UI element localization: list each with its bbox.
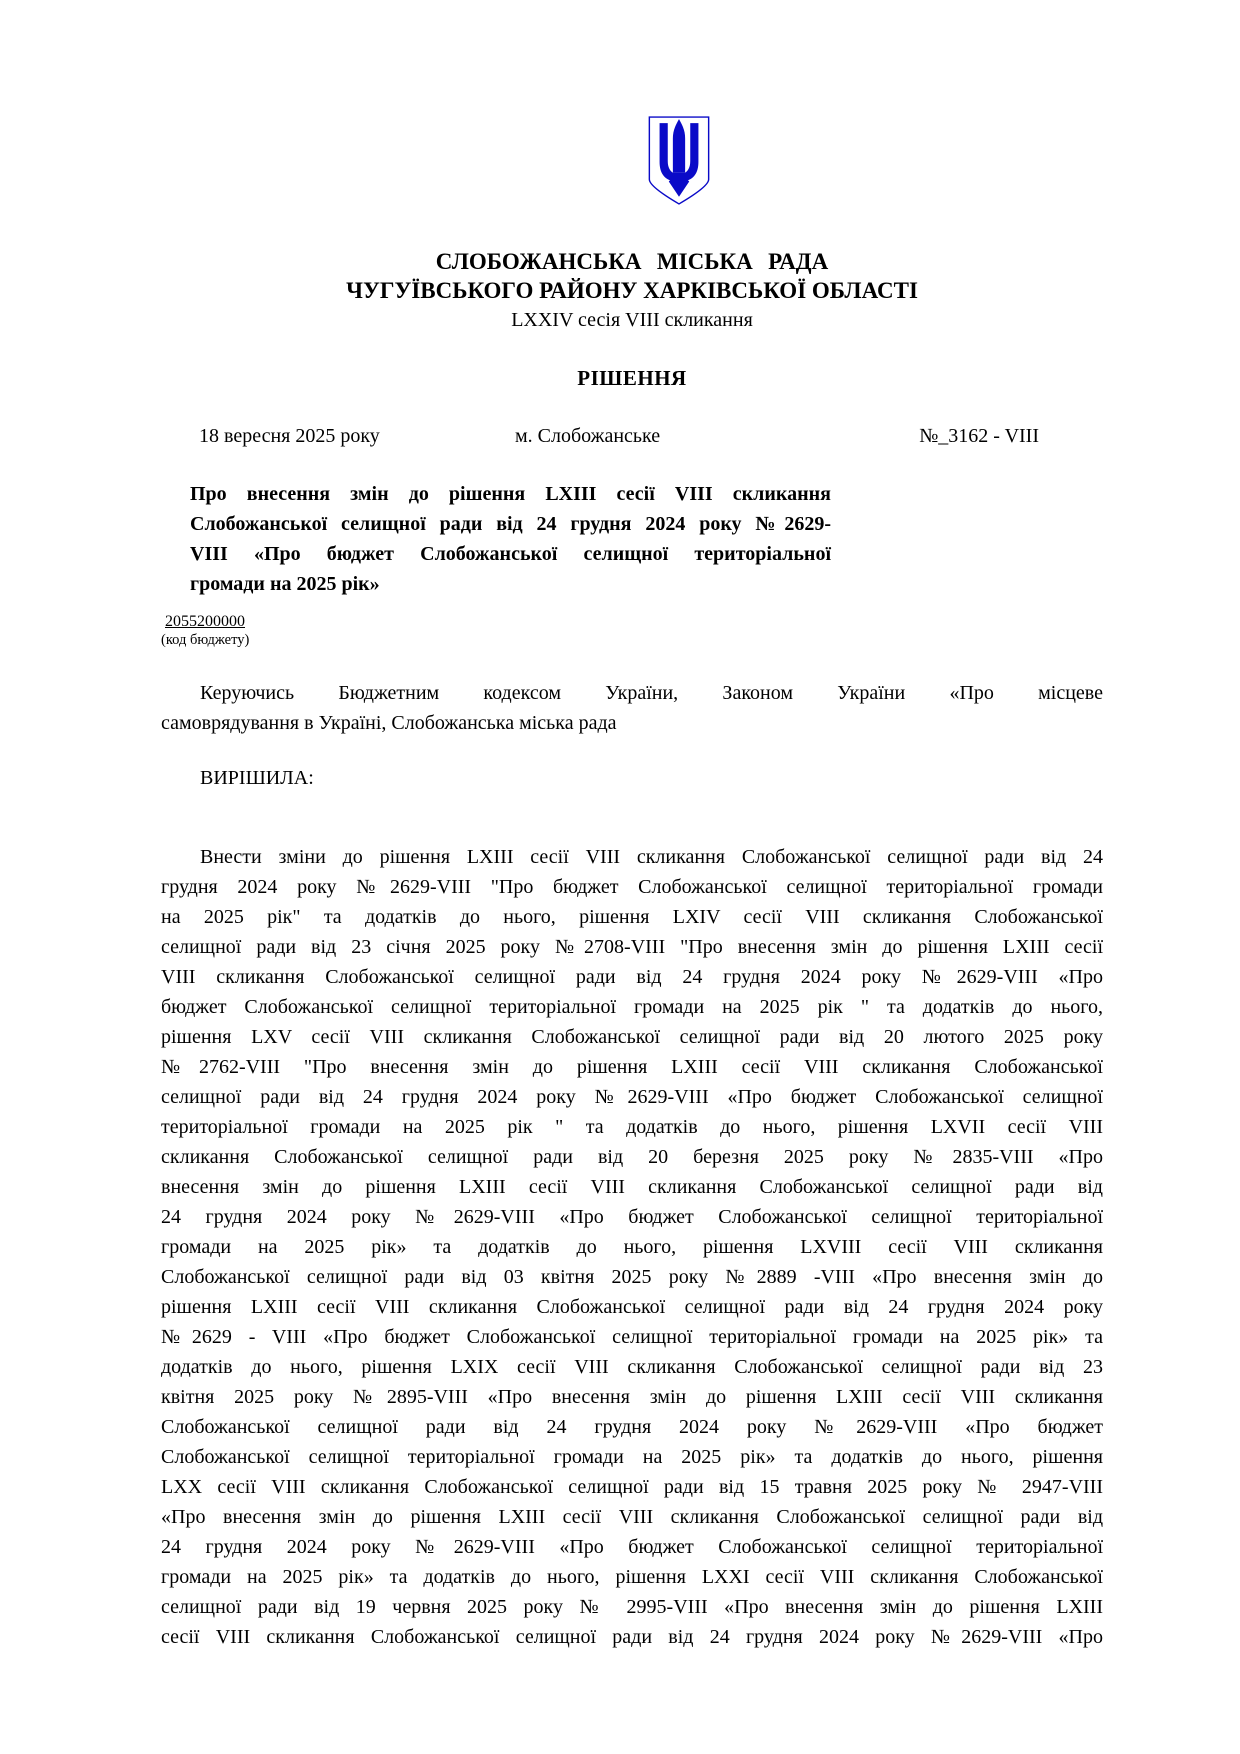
text-line: VIII скликання Слобожанської селищної ради від 24 грудня 2024 року №2629-VIII «Про [161, 966, 1103, 988]
text-line: Про внесення змін до рішення LXIII сесії VIII скликання [190, 483, 831, 505]
text-line: громади на 2025 рік» та додатків до нього, рішення LXVIII сесії VIII скликання [161, 1236, 1103, 1258]
text-line: селищної ради від 23 січня 2025 року №2708-VIII "Про внесення змін до рішення LXIII сесії [161, 936, 1103, 958]
text-line: селищної ради від 19 червня 2025 року № 2995-VIII «Про внесення змін до рішення LXIII [161, 1596, 1103, 1618]
text-line: Керуючись Бюджетним кодексом України, Законом України «Про місцеве [200, 682, 1103, 704]
budget-code-label: (код бюджету) [161, 632, 250, 648]
document-type-title: РІШЕННЯ [577, 366, 687, 390]
preamble-paragraph [161, 678, 1103, 738]
text-line: територіальної громади на 2025 рік " та додатків до нього, рішення LXVII сесії VIII [161, 1116, 1103, 1138]
budget-code-block [161, 612, 1103, 649]
body-paragraph [161, 842, 1103, 1652]
text-line: №2762-VIII "Про внесення змін до рішення LXIII сесії VIII скликання Слобожанської [161, 1056, 1103, 1078]
text-line: 24 грудня 2024 року №2629-VIII «Про бюджет Слобожанської селищної територіальної [161, 1206, 1103, 1228]
document-date: 18 вересня 2025 року [199, 425, 380, 447]
document-number: №_3162 - VIII [919, 425, 1039, 447]
resolved-label: ВИРІШИЛА: [200, 767, 314, 789]
text-line: додатків до нього, рішення LXIX сесії VIII скликання Слобожанської селищної ради від 23 [161, 1356, 1103, 1378]
text-line: рішення LXV сесії VIII скликання Слобожанської селищної ради від 20 лютого 2025 року [161, 1026, 1103, 1048]
text-line: Слобожанської селищної ради від 24 грудня 2024 року №2629- [190, 513, 831, 535]
text-line: LXX сесії VIII скликання Слобожанської селищної ради від 15 травня 2025 року № 2947-VIII [161, 1476, 1103, 1498]
text-line: скликання Слобожанської селищної ради від 20 березня 2025 року №2835-VIII «Про [161, 1146, 1103, 1168]
text-line: 24 грудня 2024 року №2629-VIII «Про бюджет Слобожанської селищної територіальної [161, 1536, 1103, 1558]
text-line: Внести зміни до рішення LXIII сесії VIII скликання Слобожанської селищної ради від 24 [200, 846, 1103, 868]
text-line: Слобожанської селищної ради від 24 грудня 2024 року №2629-VIII «Про бюджет [161, 1416, 1103, 1438]
text-line: на 2025 рік" та додатків до нього, рішення LXIV сесії VIII скликання Слобожанської [161, 906, 1103, 928]
text-line: громади на 2025 рік» та додатків до нього, рішення LXXI сесії VIII скликання Слобожанської [161, 1566, 1103, 1588]
text-line: громади на 2025 рік» [190, 573, 380, 595]
document-content [161, 0, 1103, 1652]
text-line: квітня 2025 року №2895-VIII «Про внесення змін до рішення LXIII сесії VIII скликання [161, 1386, 1103, 1408]
council-name: СЛОБОЖАНСЬКА МІСЬКА РАДА [435, 249, 829, 274]
text-line: селищної ради від 24 грудня 2024 року №2629-VIII «Про бюджет Слобожанської селищної [161, 1086, 1103, 1108]
meta-row [161, 423, 1103, 450]
text-line: самоврядування в Україні, Слобожанська міська рада [161, 712, 617, 734]
budget-code-value: 2055200000 [165, 613, 245, 630]
text-line: Слобожанської селищної територіальної громади на 2025 рік» та додатків до нього, рішення [161, 1446, 1103, 1468]
subject-paragraph [190, 479, 831, 599]
text-line: грудня 2024 року №2629-VIII "Про бюджет Слобожанської селищної територіальної громади [161, 876, 1103, 898]
text-line: Слобожанської селищної ради від 03 квітня 2025 року №2889 -VIII «Про внесення змін до [161, 1266, 1103, 1288]
text-line: рішення LXIII сесії VIII скликання Слобожанської селищної ради від 24 грудня 2024 року [161, 1296, 1103, 1318]
text-line: сесії VIII скликання Слобожанської селищної ради від 24 грудня 2024 року №2629-VIII «Про [161, 1626, 1103, 1648]
text-line: VIII «Про бюджет Слобожанської селищної територіальної [190, 543, 831, 565]
text-line: «Про внесення змін до рішення LXIII сесії VIII скликання Слобожанської селищної ради від [161, 1506, 1103, 1528]
text-line: внесення змін до рішення LXIII сесії VIII скликання Слобожанської селищної ради від [161, 1176, 1103, 1198]
document-place: м. Слобожанське [515, 425, 661, 447]
district-name: ЧУГУЇВСЬКОГО РАЙОНУ ХАРКІВСЬКОЇ ОБЛАСТІ [346, 278, 918, 303]
text-line: №2629 - VIII «Про бюджет Слобожанської селищної територіальної громади на 2025 рік» та [161, 1326, 1103, 1348]
text-line: бюджет Слобожанської селищної територіальної громади на 2025 рік " та додатків до нього, [161, 996, 1103, 1018]
session-line: LXXIV сесія VIII скликання [511, 309, 753, 331]
